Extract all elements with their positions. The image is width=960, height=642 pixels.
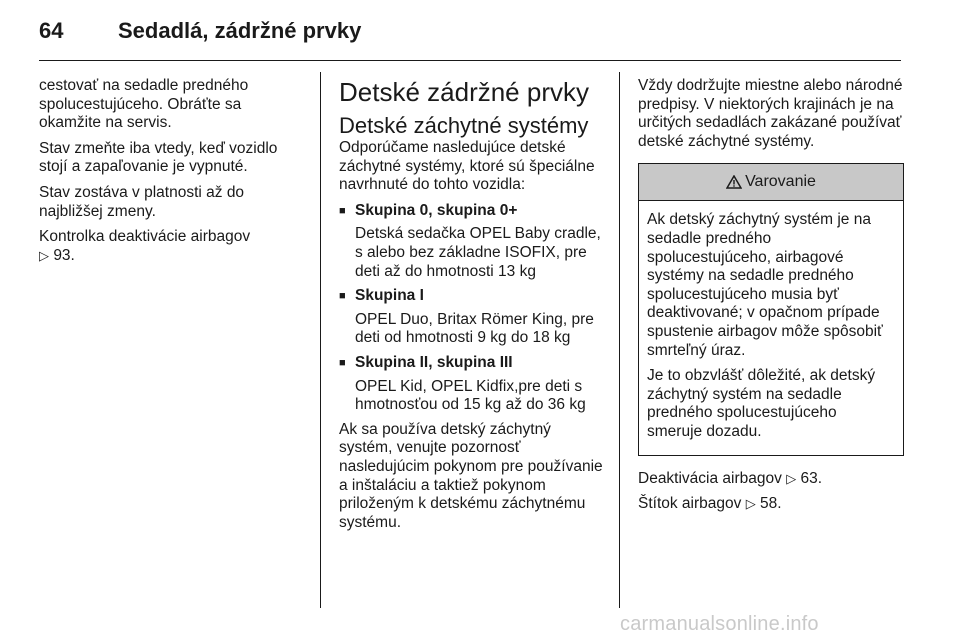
warning-body: [639, 201, 903, 454]
paragraph: cestovať na sedadle predného spolucestujúceho. Obráťte sa okamžite na servis.: [39, 77, 249, 132]
bullet-square-icon: ■: [339, 204, 346, 217]
warning-title: Varovanie: [745, 173, 816, 191]
column-left: [39, 77, 307, 265]
page-reference[interactable]: 63.: [800, 469, 823, 487]
list-item-description: OPEL Kid, OPEL Kidfix,pre deti s hmotnosťou od 15 kg až do 36 kg: [355, 377, 586, 414]
warning-paragraph: Ak detský záchytný systém je na sedadle predného spolucestujúceho, airbagové systémy na sedadle predného spolucestujúceho musia byť deaktivované; v opačnom prípade spustenie airbagov môže spôsobiť smrteľný úraz.: [647, 211, 883, 359]
list-item-title: Skupina 0, skupina 0+: [355, 201, 518, 219]
watermark: carmanualsonline.info: [620, 613, 819, 635]
list-item: [339, 287, 607, 348]
reference-line: [638, 495, 904, 514]
column-middle: [339, 77, 607, 539]
subsection-heading: Detské záchytné systémy: [339, 113, 589, 138]
bullet-square-icon: ■: [339, 356, 346, 369]
page-reference[interactable]: 58.: [760, 495, 782, 513]
warning-header: [639, 164, 903, 201]
intro-paragraph: Vždy dodržujte miestne alebo národné predpisy. V niektorých krajinách je na určitých sedadlách zakázané používať detské záchytné systémy.: [638, 77, 903, 150]
page-number: 64: [39, 18, 64, 43]
list-item-title: Skupina II, skupina III: [355, 353, 513, 371]
section-heading: Detské zádržné prvky: [339, 77, 589, 107]
column-divider-1: [320, 72, 321, 608]
bullet-square-icon: ■: [339, 290, 346, 303]
warning-triangle-icon: [726, 175, 742, 189]
paragraph: Stav zmeňte iba vtedy, keď vozidlo stojí a zapaľovanie je vypnuté.: [39, 139, 278, 176]
column-right: [638, 77, 904, 521]
list-item-description: OPEL Duo, Britax Römer King, pre deti od hmotnosti 9 kg do 18 kg: [355, 310, 594, 347]
paragraph-text: Kontrolka deaktivácie airbagov: [39, 228, 251, 246]
reference-line: [638, 470, 904, 489]
paragraph-with-reference: [39, 228, 307, 265]
list-item-title: Skupina I: [355, 287, 424, 305]
list-item: [339, 202, 607, 281]
page-reference-arrow-icon: ▷: [786, 470, 797, 486]
header-rule: [39, 60, 901, 61]
warning-box: [638, 163, 904, 455]
intro-paragraph: Odporúčame nasledujúce detské záchytné systémy, ktoré sú špeciálne navrhnuté do tohto vozidla:: [339, 139, 595, 194]
list-item-description: Detská sedačka OPEL Baby cradle, s alebo bez základne ISOFIX, pre deti až do hmotnosti 13 kg: [355, 225, 601, 280]
list-item: [339, 354, 607, 415]
warning-paragraph: Je to obzvlášť dôležité, ak detský záchytný systém na sedadle predného spolucestujúceho smeruje dozadu.: [647, 367, 876, 440]
page-reference-arrow-icon: ▷: [39, 247, 49, 263]
column-divider-2: [619, 72, 620, 608]
reference-label: Deaktivácia airbagov: [638, 469, 782, 487]
page-reference[interactable]: 93.: [53, 246, 75, 264]
paragraph: Stav zostáva v platnosti až do najbližšej zmeny.: [39, 183, 245, 220]
reference-label: Štítok airbagov: [638, 495, 742, 513]
page-header-title: Sedadlá, zádržné prvky: [118, 18, 362, 43]
page-reference-arrow-icon: ▷: [745, 496, 756, 512]
closing-paragraph: Ak sa používa detský záchytný systém, venujte pozornosť nasledujúcim pokynom pre používanie a inštaláciu a taktiež pokynom priloženým k detskému záchytnému systému.: [339, 420, 603, 531]
